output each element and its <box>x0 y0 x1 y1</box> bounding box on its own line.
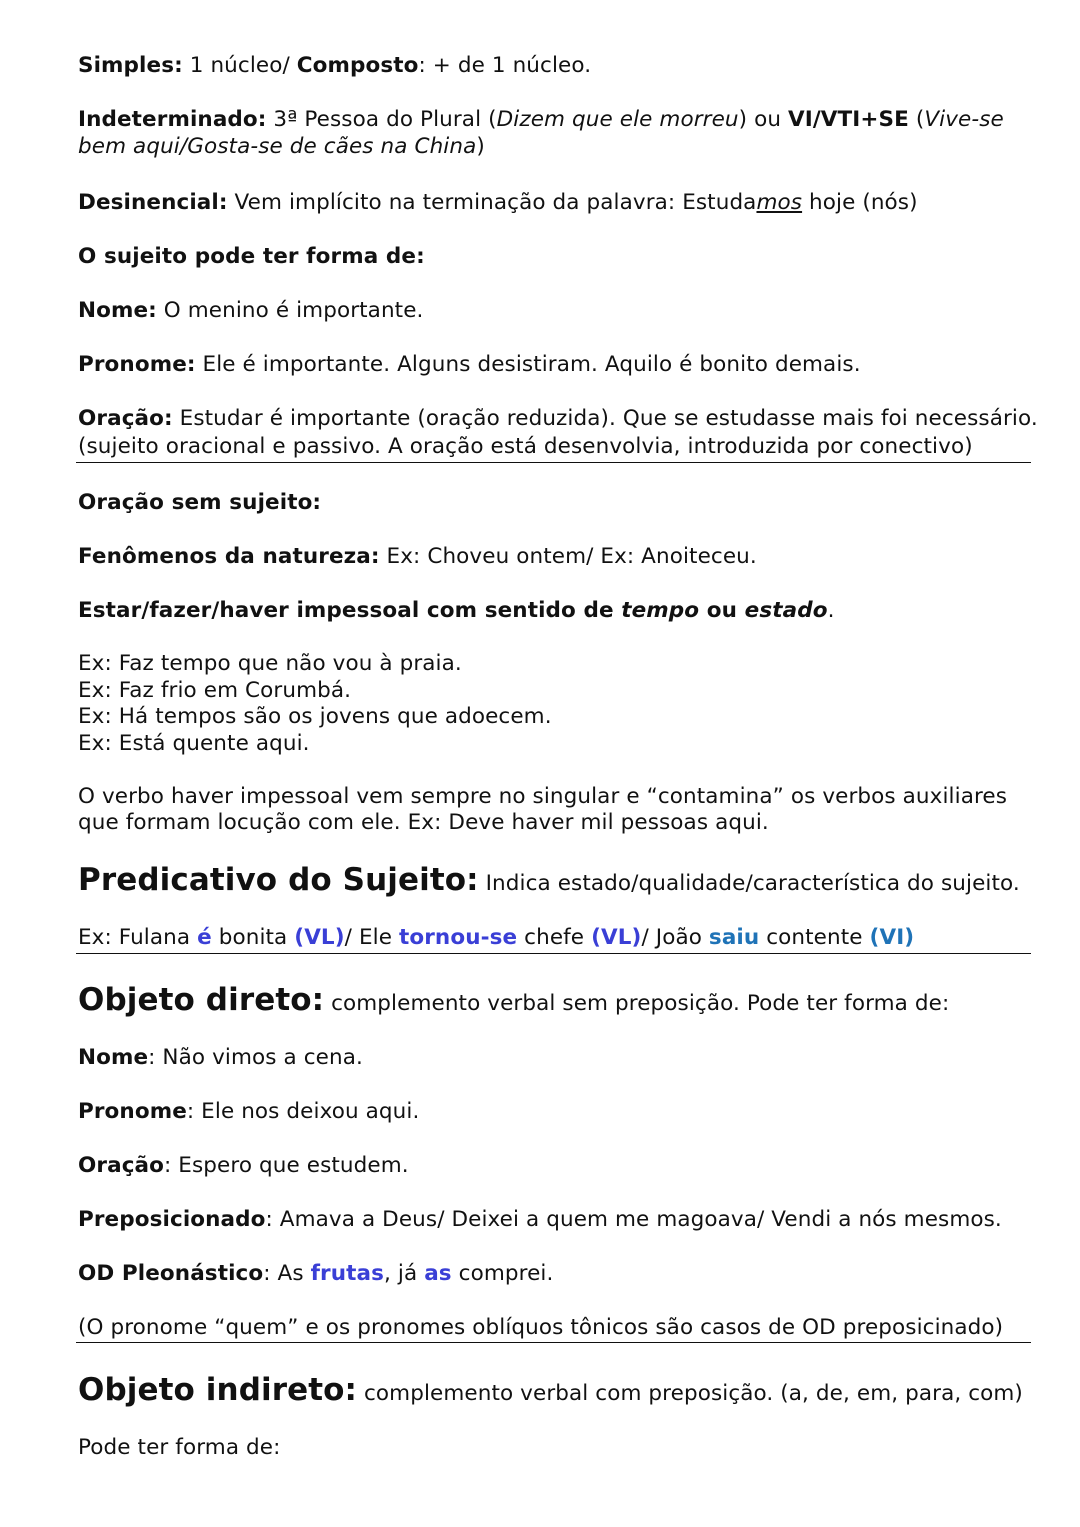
od-pleonastico-text: : As <box>263 1261 311 1286</box>
verb-type-tag: (VL) <box>591 925 642 950</box>
section-divider <box>76 953 1031 954</box>
forma-nome-line <box>78 297 423 324</box>
predicativo-desc: Indica estado/qualidade/característica do sujeito. <box>478 871 1020 896</box>
objeto-direto-desc: complemento verbal sem preposição. Pode ter forma de: <box>324 991 950 1016</box>
simples-composto-line <box>78 52 591 79</box>
od-note: (O pronome “quem” e os pronomes oblíquos tônicos são casos de OD preposicinado) <box>78 1315 1004 1340</box>
forma-nome-label: Nome: <box>78 298 157 323</box>
composto-label: Composto <box>296 53 419 78</box>
predicativo-title: Predicativo do Sujeito: <box>78 862 479 898</box>
example-text: Ex: Fulana <box>78 925 198 950</box>
od-pronome-text: : Ele nos deixou aqui. <box>186 1099 420 1124</box>
od-pleonastico-label: OD Pleonástico <box>78 1261 264 1286</box>
od-pleonastico-text: , já <box>384 1261 425 1286</box>
od-pronome-label: Pronome <box>78 1099 187 1124</box>
impessoal-period: . <box>827 598 835 623</box>
od-highlight: as <box>424 1261 452 1286</box>
desinencial-label: Desinencial: <box>78 190 228 215</box>
od-highlight: frutas <box>310 1261 385 1286</box>
desinencial-text: hoje (nós) <box>802 190 918 215</box>
indeterminado-text: ( <box>908 107 925 132</box>
desinencial-text: Vem implícito na terminação da palavra: Estuda <box>227 190 757 215</box>
indeterminado-text: 3ª Pessoa do Plural ( <box>266 107 497 132</box>
fenomenos-label: Fenômenos da natureza: <box>78 544 380 569</box>
objeto-indireto-desc: complemento verbal com preposição. (a, de, em, para, com) <box>357 1381 1023 1406</box>
section-divider <box>76 1342 1031 1343</box>
forma-nome-text: O menino é importante. <box>156 298 424 323</box>
verb-type-tag: (VL) <box>294 925 345 950</box>
forma-oracao-label: Oração: <box>78 406 173 431</box>
od-pleonastico-text: comprei. <box>451 1261 554 1286</box>
exemplo-line: Ex: Está quente aqui. <box>78 731 310 756</box>
impessoal-estado: estado <box>744 598 828 623</box>
verb-type-tag: (VI) <box>869 925 915 950</box>
fenomenos-line <box>78 543 757 570</box>
example-text: chefe <box>517 925 592 950</box>
indeterminado-example-2: Vive-se bem aqui/Gosta-se de cães na China <box>78 107 1004 159</box>
objeto-indireto-heading-line <box>78 1372 1023 1412</box>
od-oracao-label: Oração <box>78 1153 165 1178</box>
example-text: bonita <box>211 925 295 950</box>
impessoal-text: ou <box>699 598 745 623</box>
od-nome-line <box>78 1044 363 1071</box>
od-oracao-line <box>78 1152 409 1179</box>
exemplo-line: Ex: Há tempos são os jovens que adoecem. <box>78 704 552 729</box>
od-pronome-line <box>78 1098 419 1125</box>
od-oracao-text: : Espero que estudem. <box>164 1153 409 1178</box>
simples-text: 1 núcleo/ <box>182 53 297 78</box>
forma-pronome-text: Ele é importante. Alguns desistiram. Aquilo é bonito demais. <box>195 352 861 377</box>
indeterminado-text: ) ou <box>738 107 788 132</box>
example-text: / João <box>641 925 709 950</box>
od-preposicionado-label: Preposicionado <box>78 1207 266 1232</box>
fenomenos-text: Ex: Choveu ontem/ Ex: Anoiteceu. <box>379 544 757 569</box>
verb-highlight: saiu <box>708 925 760 950</box>
od-preposicionado-line <box>78 1206 1002 1233</box>
predicativo-heading-line <box>78 862 1020 902</box>
od-pleonastico-line <box>78 1260 553 1287</box>
forma-pronome-label: Pronome: <box>78 352 196 377</box>
verb-highlight: é <box>197 925 212 950</box>
example-text: contente <box>759 925 870 950</box>
forma-oracao-note: (sujeito oracional e passivo. A oração está desenvolvia, introduzida por conectivo) <box>78 434 973 459</box>
indeterminado-text: ) <box>476 134 485 159</box>
verb-highlight: tornou-se <box>398 925 518 950</box>
forma-oracao-line <box>78 405 1038 432</box>
example-text: / Ele <box>344 925 399 950</box>
haver-note-line-1: O verbo haver impessoal vem sempre no singular e “contamina” os verbos auxiliares <box>78 784 1008 809</box>
indeterminado-label: Indeterminado: <box>78 107 267 132</box>
oi-forma-line: Pode ter forma de: <box>78 1435 281 1460</box>
forma-oracao-text: Estudar é importante (oração reduzida). Que se estudasse mais foi necessário. <box>172 406 1038 431</box>
formas-sujeito-heading: O sujeito pode ter forma de: <box>78 244 425 269</box>
indeterminado-rule: VI/VTI+SE <box>788 107 909 132</box>
od-preposicionado-text: : Amava a Deus/ Deixei a quem me magoava/ Vendi a nós mesmos. <box>265 1207 1002 1232</box>
section-divider <box>76 462 1031 463</box>
desinencial-ending: mos <box>756 190 803 215</box>
haver-note-line-2: que formam locução com ele. Ex: Deve haver mil pessoas aqui. <box>78 810 769 835</box>
desinencial-line <box>78 189 918 216</box>
predicativo-example-line <box>78 924 914 951</box>
impessoal-tempo: tempo <box>621 598 700 623</box>
od-nome-text: : Não vimos a cena. <box>148 1045 363 1070</box>
forma-pronome-line <box>78 351 861 378</box>
simples-label: Simples: <box>78 53 183 78</box>
objeto-indireto-title: Objeto indireto: <box>78 1372 358 1408</box>
impessoal-text: Estar/fazer/haver impessoal com sentido de <box>78 598 622 623</box>
objeto-direto-title: Objeto direto: <box>78 982 325 1018</box>
composto-text: : + de 1 núcleo. <box>418 53 592 78</box>
impessoal-line <box>78 597 835 624</box>
oracao-sem-sujeito-heading: Oração sem sujeito: <box>78 490 322 515</box>
exemplo-line: Ex: Faz frio em Corumbá. <box>78 678 352 703</box>
indeterminado-paragraph <box>78 106 1032 160</box>
exemplo-line: Ex: Faz tempo que não vou à praia. <box>78 651 462 676</box>
od-nome-label: Nome <box>78 1045 149 1070</box>
indeterminado-example-1: Dizem que ele morreu <box>496 107 739 132</box>
objeto-direto-heading-line <box>78 982 949 1022</box>
